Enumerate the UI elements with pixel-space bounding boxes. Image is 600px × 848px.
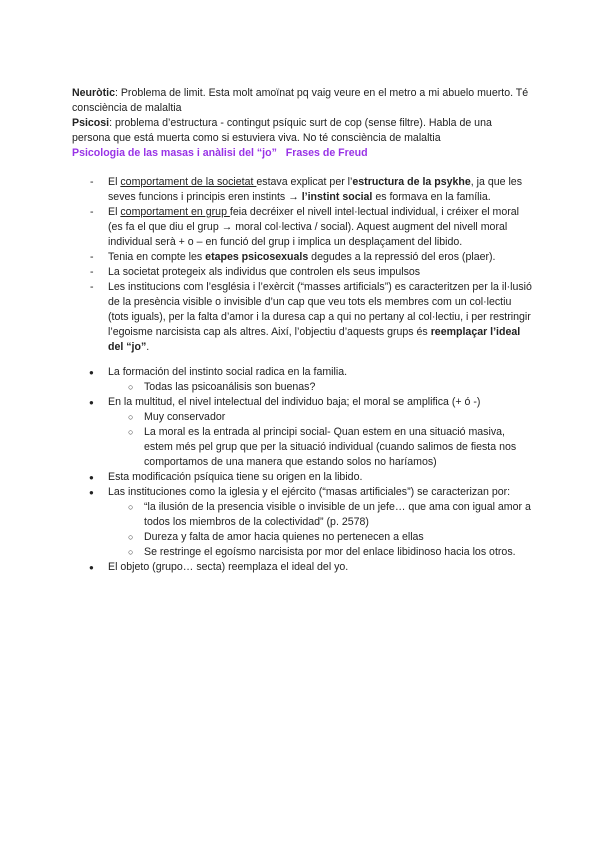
sub-list-item [108, 410, 532, 425]
sub-list [108, 500, 532, 560]
list-item [72, 395, 532, 470]
text: Las instituciones como la iglesia y el ejército (“masas artificiales”) se caracterizan por: [108, 486, 511, 498]
text: La societat protegeix als individus que controlen els seus impulsos [108, 266, 421, 278]
text: El [108, 206, 121, 218]
bullet-list [72, 365, 532, 575]
list-item [72, 560, 532, 575]
section-heading [72, 146, 532, 161]
neurotic-paragraph [72, 86, 532, 116]
sub-list-item [108, 380, 532, 395]
text: degudes a la repressió del eros (plaer). [311, 251, 496, 263]
list-item [72, 205, 532, 250]
sub-list [108, 410, 532, 470]
sub-list [108, 380, 532, 395]
list-item [72, 365, 532, 395]
text: feia decréixer el nivell intel·lectual individual, i créixer el moral (es fa el que diu el grup → moral col·lectiva / social). Aquest augment del nivell moral individual serà + o – en funció del grup i implica un desplaçament del libido. [108, 206, 520, 248]
text: es formava en la família. [375, 191, 491, 203]
neurotic-text: : Problema de limit. Esta molt amoïnat pq vaig veure en el metro a mi abuelo muerto. Té consciència de malaltia [72, 87, 529, 114]
text: El [108, 176, 121, 188]
list-item [72, 280, 532, 355]
text: . [146, 341, 150, 353]
text: Muy conservador [144, 411, 226, 423]
heading-left: Psicologia de las masas i anàlisi del “jo” [72, 147, 277, 159]
bold-text: l’instint social [301, 191, 376, 203]
list-item [72, 485, 532, 560]
bold-text: estructura de la psykhe [352, 176, 471, 188]
text: , ja que les seves funcions i principis eren instints → [108, 176, 522, 203]
list-item [72, 175, 532, 205]
psychosis-term: Psicosi [72, 117, 110, 129]
psychosis-text: : problema d’estructura - contingut psíquic surt de cop (sense filtre). Habla de una persona que está muerta como si estuviera viva. No té consciència de malaltia [72, 117, 492, 144]
bold-text: reemplaçar l’ideal del “jo” [108, 326, 521, 353]
list-item [72, 250, 532, 265]
text: La moral es la entrada al principi social- Quan estem en una situació masiva, estem més pel grup que per la situació individual (cuando salimos de fiesta nos comportamos de una manera que estando solos no haríamos) [144, 426, 517, 468]
text: estava explicat per l’ [256, 176, 353, 188]
text: Dureza y falta de amor hacia quienes no pertenecen a ellas [144, 531, 424, 543]
list-item [72, 265, 532, 280]
dash-list [72, 175, 532, 355]
text: Tenia en compte les [108, 251, 206, 263]
sub-list-item [108, 530, 532, 545]
sub-list-item [108, 545, 532, 560]
neurotic-term: Neuròtic [72, 87, 115, 99]
text: El objeto (grupo… secta) reemplaza el ideal del yo. [108, 561, 349, 573]
text: Se restringe el egoísmo narcisista por mor del enlace libidinoso hacia los otros. [144, 546, 516, 558]
sub-list-item [108, 425, 532, 470]
text: Les institucions com l’església i l’exèrcit (“masses artificials”) es caracteritzen per la il·lusió de la presència visible o invisible d’un cap que veu tots els membres com un col·lectiu (tots iguals), per la falta d’amor i la duresa cap a qui no pertany al col·lectiu, i per restringir l’egoisme narcisista cap als altres. Així, l’objectiu d’aquests grups és [108, 281, 532, 338]
text: En la multitud, el nivel intelectual del individuo baja; el moral se amplifica (+ ó -) [108, 396, 481, 408]
list-item [72, 470, 532, 485]
heading-right: Frases de Freud [285, 147, 368, 159]
text: Esta modificación psíquica tiene su origen en la libido. [108, 471, 363, 483]
underlined-text: comportament de la societat [120, 176, 257, 188]
psychosis-paragraph [72, 116, 532, 146]
sub-list-item [108, 500, 532, 530]
bold-text: etapes psicosexuals [205, 251, 312, 263]
underlined-text: comportament en grup [120, 206, 230, 218]
text: La formación del instinto social radica en la familia. [108, 366, 348, 378]
text: Todas las psicoanálisis son buenas? [144, 381, 316, 393]
intro-block [72, 86, 532, 161]
text: “la ilusión de la presencia visible o invisible de un jefe… que ama con igual amor a todos los miembros de la colectividad” (p. 2578) [144, 501, 531, 528]
